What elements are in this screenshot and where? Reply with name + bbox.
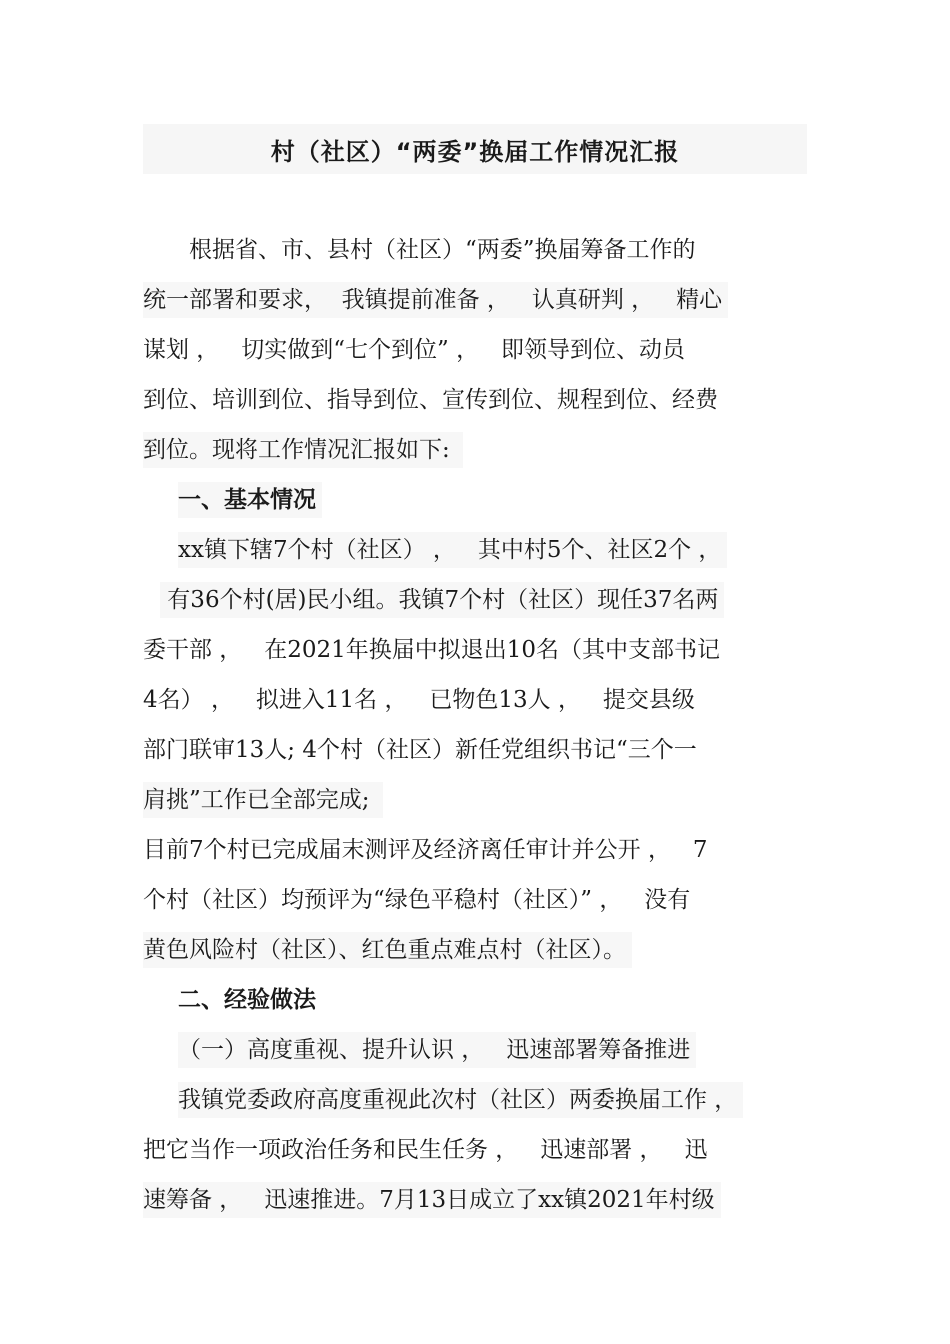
paragraph-line: 个村（社区）均预评为“绿色平稳村（社区）” ， 没有 bbox=[143, 887, 691, 913]
paragraph-line: 我镇党委政府高度重视此次村（社区）两委换届工作 ， bbox=[178, 1082, 743, 1118]
paragraph-line: 有36个村(居)民小组。我镇7个村（社区）现任37名两 bbox=[160, 582, 724, 618]
paragraph-line: 谋划 ， 切实做到“七个到位” ， 即领导到位、动员 bbox=[143, 337, 686, 363]
paragraph-line: 肩挑”工作已全部完成; bbox=[143, 782, 383, 818]
paragraph-line: 统一部署和要求， 我镇提前准备 ， 认真研判 ， 精心 bbox=[143, 282, 728, 318]
section-heading-experience: 二、经验做法 bbox=[178, 987, 316, 1013]
paragraph-line: 黄色风险村（社区）、红色重点难点村（社区）。 bbox=[143, 932, 632, 968]
paragraph-line: xx镇下辖7个村（社区） ， 其中村5个、社区2个 ， bbox=[178, 532, 727, 568]
paragraph-line: 到位。现将工作情况汇报如下: bbox=[143, 432, 463, 468]
paragraph-line: 到位、培训到位、指导到位、宣传到位、规程到位、经费 bbox=[143, 387, 718, 413]
paragraph-line: 根据省、市、县村（社区）“两委”换届筹备工作的 bbox=[143, 237, 696, 263]
paragraph-line: 目前7个村已完成届末测评及经济离任审计并公开 ， 7 bbox=[143, 837, 708, 863]
paragraph-line: 4名） ， 拟进入11名 ， 已物色13人 ， 提交县级 bbox=[143, 687, 695, 713]
paragraph-line: 速筹备 ， 迅速推进。7月13日成立了xx镇2021年村级 bbox=[143, 1182, 721, 1218]
title-band bbox=[143, 124, 807, 174]
section-heading-basic: 一、基本情况 bbox=[178, 482, 322, 518]
paragraph-line: 委干部 ， 在2021年换届中拟退出10名（其中支部书记 bbox=[143, 637, 721, 663]
subsection-heading: （一）高度重视、提升认识 ， 迅速部署筹备推进 bbox=[178, 1032, 696, 1068]
paragraph-line: 部门联审13人; 4个村（社区）新任党组织书记“三个一 bbox=[143, 737, 697, 763]
paragraph-line: 把它当作一项政治任务和民生任务 ， 迅速部署 ， 迅 bbox=[143, 1137, 708, 1163]
document-title: 村（社区）“两委”换届工作情况汇报 bbox=[270, 137, 680, 166]
